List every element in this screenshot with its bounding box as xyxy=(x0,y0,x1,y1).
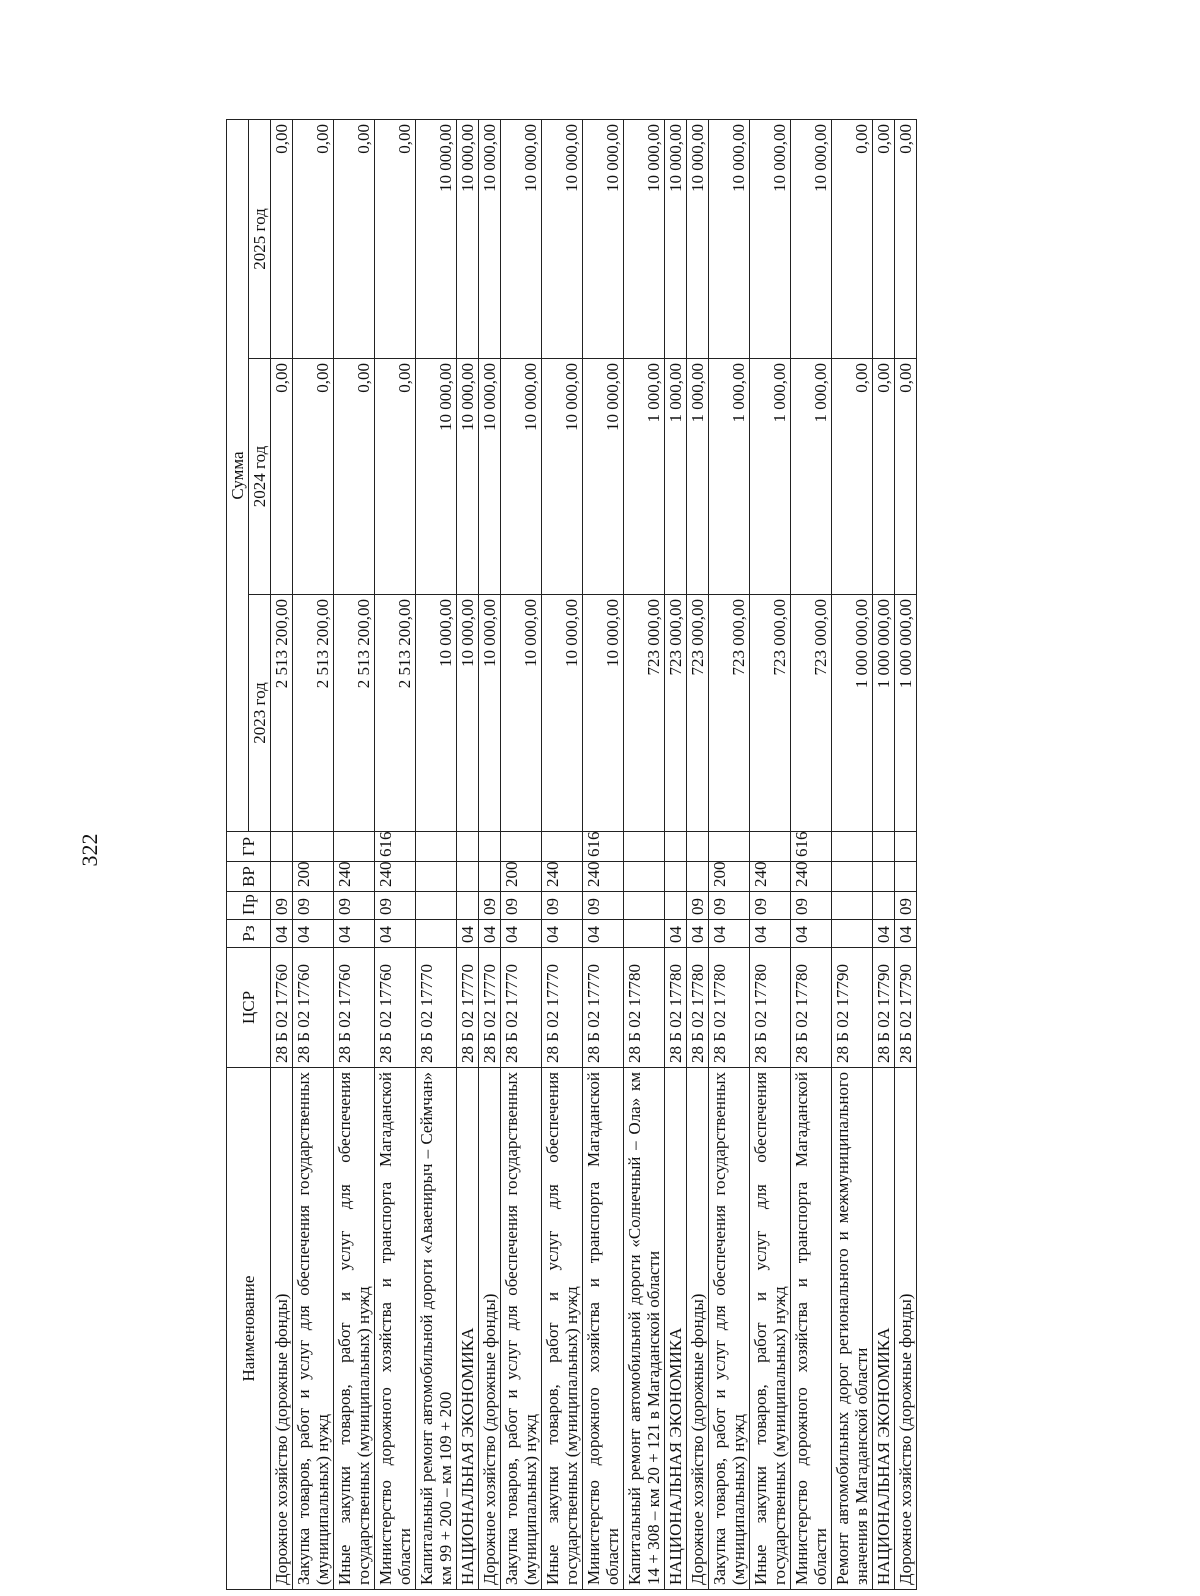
cell-name: Закупка товаров, работ и услуг для обеспечения государственных (муниципальных) нужд xyxy=(293,1068,334,1590)
cell-vr: 240 xyxy=(750,862,791,892)
table-row xyxy=(873,120,895,1590)
cell-csr: 28 Б 02 17770 xyxy=(501,948,542,1068)
cell-amount-2025: 0,00 xyxy=(271,120,293,359)
table-row xyxy=(479,120,501,1590)
table-row xyxy=(271,120,293,1590)
cell-name: Министерство дорожного хозяйства и транспорта Магаданской области xyxy=(375,1068,416,1590)
table-row xyxy=(583,120,624,1590)
cell-csr: 28 Б 02 17760 xyxy=(293,948,334,1068)
table-row xyxy=(416,120,457,1590)
cell-amount-2023: 10 000,00 xyxy=(457,595,479,832)
cell-amount-2023: 723 000,00 xyxy=(750,595,791,832)
header-year-2025: 2025 год xyxy=(249,120,271,359)
cell-amount-2023: 2 513 200,00 xyxy=(271,595,293,832)
cell-name: Министерство дорожного хозяйства и транспорта Магаданской области xyxy=(583,1068,624,1590)
cell-pr xyxy=(665,892,687,920)
cell-pr: 09 xyxy=(750,892,791,920)
cell-amount-2024: 0,00 xyxy=(271,359,293,595)
cell-gr xyxy=(895,832,917,862)
cell-pr: 09 xyxy=(687,892,709,920)
cell-name: Капитальный ремонт автомобильной дороги «Солнечный – Ола» км 14 + 308 – км 20 + 121 в Магаданской области xyxy=(624,1068,665,1590)
cell-vr: 240 xyxy=(791,862,832,892)
cell-csr: 28 Б 02 17770 xyxy=(479,948,501,1068)
cell-rz: 04 xyxy=(895,920,917,948)
cell-gr xyxy=(416,832,457,862)
cell-amount-2023: 1 000 000,00 xyxy=(832,595,873,832)
cell-amount-2024: 10 000,00 xyxy=(542,359,583,595)
cell-csr: 28 Б 02 17780 xyxy=(687,948,709,1068)
table-row xyxy=(750,120,791,1590)
cell-csr: 28 Б 02 17780 xyxy=(750,948,791,1068)
cell-vr xyxy=(479,862,501,892)
cell-amount-2024: 1 000,00 xyxy=(791,359,832,595)
cell-vr xyxy=(895,862,917,892)
cell-csr: 28 Б 02 17770 xyxy=(416,948,457,1068)
cell-rz: 04 xyxy=(687,920,709,948)
cell-name: Иные закупки товаров, работ и услуг для обеспечения государственных (муниципальных) нужд xyxy=(542,1068,583,1590)
cell-amount-2025: 10 000,00 xyxy=(479,120,501,359)
cell-gr xyxy=(665,832,687,862)
cell-amount-2024: 0,00 xyxy=(293,359,334,595)
page-number: 322 xyxy=(77,833,102,867)
header-gr: ГР xyxy=(227,832,271,862)
cell-amount-2025: 0,00 xyxy=(375,120,416,359)
cell-pr: 09 xyxy=(271,892,293,920)
cell-rz xyxy=(624,920,665,948)
cell-pr: 09 xyxy=(334,892,375,920)
table-row xyxy=(501,120,542,1590)
header-vr: ВР xyxy=(227,862,271,892)
cell-csr: 28 Б 02 17760 xyxy=(271,948,293,1068)
cell-amount-2025: 10 000,00 xyxy=(457,120,479,359)
cell-amount-2025: 0,00 xyxy=(873,120,895,359)
cell-name: НАЦИОНАЛЬНАЯ ЭКОНОМИКА xyxy=(873,1068,895,1590)
cell-vr xyxy=(665,862,687,892)
cell-name: Закупка товаров, работ и услуг для обеспечения государственных (муниципальных) нужд xyxy=(501,1068,542,1590)
table-row xyxy=(334,120,375,1590)
cell-pr xyxy=(832,892,873,920)
cell-amount-2023: 2 513 200,00 xyxy=(293,595,334,832)
cell-amount-2023: 1 000 000,00 xyxy=(895,595,917,832)
table-body xyxy=(271,120,917,1590)
cell-rz: 04 xyxy=(542,920,583,948)
cell-gr xyxy=(457,832,479,862)
cell-pr xyxy=(624,892,665,920)
cell-amount-2024: 10 000,00 xyxy=(501,359,542,595)
cell-gr xyxy=(271,832,293,862)
cell-amount-2025: 10 000,00 xyxy=(709,120,750,359)
cell-amount-2024: 0,00 xyxy=(895,359,917,595)
cell-name: Закупка товаров, работ и услуг для обеспечения государственных (муниципальных) нужд xyxy=(709,1068,750,1590)
cell-vr: 240 xyxy=(583,862,624,892)
cell-amount-2023: 723 000,00 xyxy=(687,595,709,832)
table-row xyxy=(375,120,416,1590)
cell-amount-2025: 10 000,00 xyxy=(750,120,791,359)
cell-amount-2025: 10 000,00 xyxy=(416,120,457,359)
cell-pr xyxy=(457,892,479,920)
table-row xyxy=(293,120,334,1590)
cell-rz: 04 xyxy=(271,920,293,948)
cell-rz: 04 xyxy=(750,920,791,948)
cell-rz: 04 xyxy=(583,920,624,948)
header-pr: Пр xyxy=(227,892,271,920)
cell-amount-2024: 1 000,00 xyxy=(750,359,791,595)
cell-vr xyxy=(687,862,709,892)
cell-amount-2024: 10 000,00 xyxy=(479,359,501,595)
cell-amount-2025: 10 000,00 xyxy=(791,120,832,359)
cell-name: Дорожное хозяйство (дорожные фонды) xyxy=(895,1068,917,1590)
header-name: Наименование xyxy=(227,1068,271,1590)
cell-name: Ремонт автомобильных дорог регионального и межмуниципального значения в Магаданской области xyxy=(832,1068,873,1590)
cell-csr: 28 Б 02 17790 xyxy=(832,948,873,1068)
cell-csr: 28 Б 02 17770 xyxy=(542,948,583,1068)
budget-table xyxy=(226,119,917,1590)
table-row xyxy=(624,120,665,1590)
cell-csr: 28 Б 02 17780 xyxy=(709,948,750,1068)
cell-pr: 09 xyxy=(375,892,416,920)
cell-csr: 28 Б 02 17760 xyxy=(375,948,416,1068)
table-row xyxy=(457,120,479,1590)
cell-amount-2023: 10 000,00 xyxy=(479,595,501,832)
header-sum: Сумма xyxy=(227,120,249,832)
cell-amount-2024: 1 000,00 xyxy=(687,359,709,595)
cell-pr: 09 xyxy=(895,892,917,920)
cell-amount-2024: 10 000,00 xyxy=(416,359,457,595)
table-row xyxy=(709,120,750,1590)
table-row xyxy=(895,120,917,1590)
cell-vr xyxy=(416,862,457,892)
cell-name: НАЦИОНАЛЬНАЯ ЭКОНОМИКА xyxy=(457,1068,479,1590)
cell-amount-2024: 0,00 xyxy=(873,359,895,595)
cell-rz: 04 xyxy=(873,920,895,948)
cell-gr xyxy=(832,832,873,862)
cell-gr xyxy=(542,832,583,862)
cell-vr: 200 xyxy=(293,862,334,892)
cell-csr: 28 Б 02 17770 xyxy=(583,948,624,1068)
cell-gr xyxy=(501,832,542,862)
cell-amount-2025: 0,00 xyxy=(293,120,334,359)
cell-gr xyxy=(687,832,709,862)
cell-rz: 04 xyxy=(375,920,416,948)
cell-csr: 28 Б 02 17760 xyxy=(334,948,375,1068)
cell-name: Дорожное хозяйство (дорожные фонды) xyxy=(271,1068,293,1590)
cell-pr: 09 xyxy=(293,892,334,920)
cell-rz: 04 xyxy=(791,920,832,948)
cell-csr: 28 Б 02 17780 xyxy=(665,948,687,1068)
cell-rz: 04 xyxy=(334,920,375,948)
table-row xyxy=(665,120,687,1590)
header-year-2024: 2024 год xyxy=(249,359,271,595)
cell-amount-2024: 10 000,00 xyxy=(583,359,624,595)
cell-amount-2025: 10 000,00 xyxy=(583,120,624,359)
cell-vr xyxy=(873,862,895,892)
cell-csr: 28 Б 02 17780 xyxy=(791,948,832,1068)
cell-gr: 616 xyxy=(791,832,832,862)
cell-amount-2023: 723 000,00 xyxy=(709,595,750,832)
cell-amount-2025: 0,00 xyxy=(334,120,375,359)
cell-pr: 09 xyxy=(709,892,750,920)
cell-name: НАЦИОНАЛЬНАЯ ЭКОНОМИКА xyxy=(665,1068,687,1590)
cell-amount-2024: 1 000,00 xyxy=(709,359,750,595)
budget-table-container xyxy=(226,120,917,1590)
cell-name: Министерство дорожного хозяйства и транспорта Магаданской области xyxy=(791,1068,832,1590)
cell-pr: 09 xyxy=(583,892,624,920)
cell-amount-2025: 10 000,00 xyxy=(542,120,583,359)
cell-gr xyxy=(293,832,334,862)
table-row xyxy=(832,120,873,1590)
cell-amount-2023: 10 000,00 xyxy=(583,595,624,832)
cell-csr: 28 Б 02 17770 xyxy=(457,948,479,1068)
cell-vr: 240 xyxy=(542,862,583,892)
cell-gr xyxy=(334,832,375,862)
cell-amount-2025: 10 000,00 xyxy=(687,120,709,359)
cell-amount-2023: 10 000,00 xyxy=(501,595,542,832)
cell-rz xyxy=(832,920,873,948)
cell-amount-2025: 10 000,00 xyxy=(501,120,542,359)
cell-csr: 28 Б 02 17790 xyxy=(873,948,895,1068)
cell-amount-2024: 0,00 xyxy=(832,359,873,595)
cell-amount-2023: 2 513 200,00 xyxy=(334,595,375,832)
cell-gr xyxy=(709,832,750,862)
cell-pr: 09 xyxy=(542,892,583,920)
cell-vr xyxy=(624,862,665,892)
cell-vr: 240 xyxy=(375,862,416,892)
cell-rz: 04 xyxy=(665,920,687,948)
cell-csr: 28 Б 02 17790 xyxy=(895,948,917,1068)
header-csr: ЦСР xyxy=(227,948,271,1068)
cell-rz: 04 xyxy=(293,920,334,948)
cell-amount-2023: 10 000,00 xyxy=(542,595,583,832)
header-year-2023: 2023 год xyxy=(249,595,271,832)
cell-name: Дорожное хозяйство (дорожные фонды) xyxy=(687,1068,709,1590)
cell-amount-2024: 0,00 xyxy=(375,359,416,595)
cell-rz: 04 xyxy=(457,920,479,948)
cell-csr: 28 Б 02 17780 xyxy=(624,948,665,1068)
cell-vr: 240 xyxy=(334,862,375,892)
cell-name: Иные закупки товаров, работ и услуг для обеспечения государственных (муниципальных) нужд xyxy=(334,1068,375,1590)
cell-rz: 04 xyxy=(709,920,750,948)
table-row xyxy=(791,120,832,1590)
cell-pr: 09 xyxy=(791,892,832,920)
cell-amount-2025: 10 000,00 xyxy=(624,120,665,359)
cell-gr xyxy=(624,832,665,862)
cell-vr xyxy=(457,862,479,892)
table-row xyxy=(542,120,583,1590)
cell-rz: 04 xyxy=(479,920,501,948)
cell-amount-2023: 10 000,00 xyxy=(416,595,457,832)
cell-amount-2025: 10 000,00 xyxy=(665,120,687,359)
cell-amount-2023: 723 000,00 xyxy=(665,595,687,832)
cell-amount-2025: 0,00 xyxy=(832,120,873,359)
cell-rz: 04 xyxy=(501,920,542,948)
cell-name: Капитальный ремонт автомобильной дороги «Аваенирыч – Сеймчан» км 99 + 200 – км 109 + 200 xyxy=(416,1068,457,1590)
cell-amount-2023: 2 513 200,00 xyxy=(375,595,416,832)
cell-amount-2024: 0,00 xyxy=(334,359,375,595)
cell-name: Иные закупки товаров, работ и услуг для обеспечения государственных (муниципальных) нужд xyxy=(750,1068,791,1590)
cell-vr: 200 xyxy=(709,862,750,892)
cell-gr: 616 xyxy=(583,832,624,862)
cell-pr xyxy=(416,892,457,920)
cell-gr xyxy=(479,832,501,862)
cell-pr: 09 xyxy=(501,892,542,920)
cell-vr: 200 xyxy=(501,862,542,892)
header-rz: Рз xyxy=(227,920,271,948)
cell-vr xyxy=(271,862,293,892)
header-row-1 xyxy=(227,120,249,1590)
cell-gr xyxy=(873,832,895,862)
cell-gr: 616 xyxy=(375,832,416,862)
cell-gr xyxy=(750,832,791,862)
cell-name: Дорожное хозяйство (дорожные фонды) xyxy=(479,1068,501,1590)
cell-amount-2023: 723 000,00 xyxy=(791,595,832,832)
cell-rz xyxy=(416,920,457,948)
cell-pr xyxy=(873,892,895,920)
cell-amount-2024: 1 000,00 xyxy=(665,359,687,595)
table-row xyxy=(687,120,709,1590)
cell-amount-2023: 1 000 000,00 xyxy=(873,595,895,832)
cell-amount-2024: 10 000,00 xyxy=(457,359,479,595)
cell-pr: 09 xyxy=(479,892,501,920)
cell-amount-2023: 723 000,00 xyxy=(624,595,665,832)
cell-amount-2024: 1 000,00 xyxy=(624,359,665,595)
cell-vr xyxy=(832,862,873,892)
cell-amount-2025: 0,00 xyxy=(895,120,917,359)
